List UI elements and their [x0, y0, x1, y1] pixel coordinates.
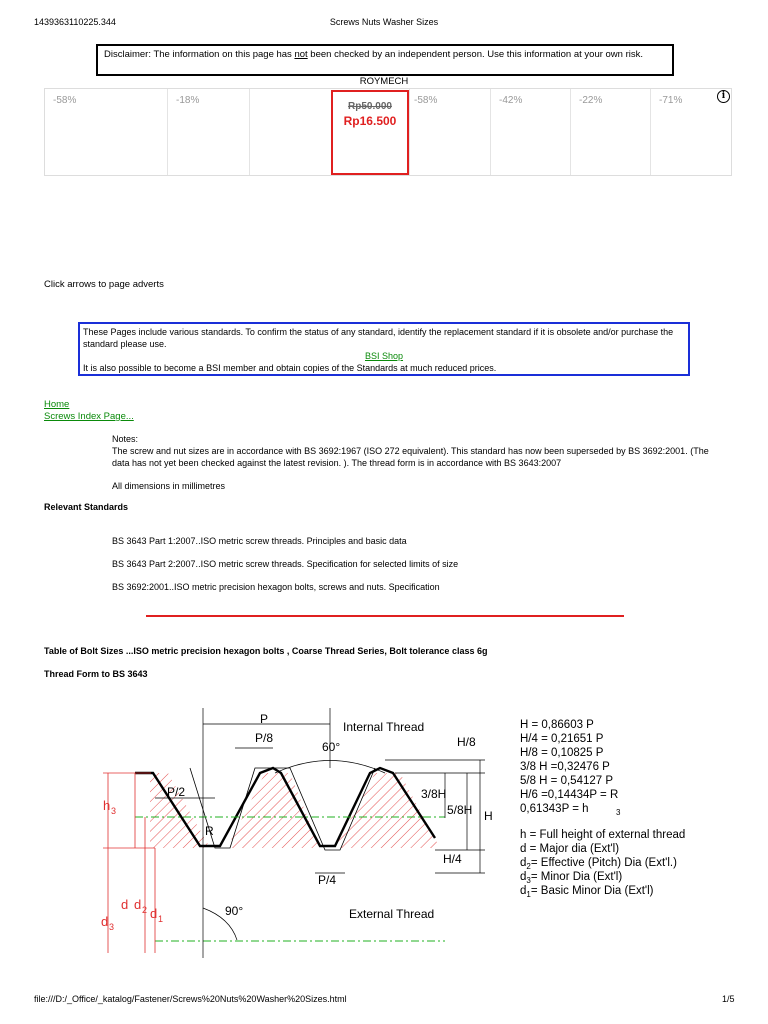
label-d3: d [101, 914, 109, 929]
legend-text: = Basic Minor Dia (Ext'l) [530, 885, 654, 897]
svg-text:d1= Basic Minor Dia (Ext'l) [520, 885, 654, 899]
ad-cell[interactable] [410, 89, 491, 175]
formula: H = 0,86603 P [520, 719, 594, 731]
svg-text:d = Major dia (Ext'l) [520, 843, 619, 855]
label-h3: h [103, 798, 111, 813]
label-external-thread: External Thread [349, 907, 435, 921]
label-3-8h: 3/8H [421, 787, 447, 801]
label-internal-thread: Internal Thread [343, 720, 425, 734]
formula-sub: 3 [616, 808, 621, 817]
label-p2: P/2 [167, 785, 186, 799]
ad-cell[interactable] [168, 89, 250, 175]
file-path: file:///D:/_Office/_katalog/Fastener/Screws%20Nuts%20Washer%20Sizes.html [34, 994, 347, 1004]
page-number: 1/5 [722, 994, 735, 1004]
disclaimer-box [96, 44, 674, 76]
screws-index-link[interactable]: Screws Index Page... [44, 411, 134, 422]
svg-text:d3= Minor Dia (Ext'l) [520, 871, 622, 885]
ad-discount: -22% [579, 95, 603, 106]
legend-sym: d [520, 871, 527, 883]
section-divider [146, 615, 624, 617]
document-id: 1439363110225.344 [34, 17, 116, 27]
label-big-h: H [484, 809, 493, 823]
ad-cell[interactable] [45, 89, 168, 175]
label-d1-sub: 1 [158, 914, 164, 924]
formula-list [520, 719, 621, 817]
standard-item: BS 3692:2001..ISO metric precision hexagon bolts, screws and nuts. Specification [112, 582, 440, 592]
label-angle-90: 90° [225, 904, 244, 918]
ad-discount: -18% [176, 95, 200, 106]
svg-text:d2= Effective (Pitch) Dia (Ext [520, 857, 677, 871]
label-d3-sub: 3 [109, 922, 115, 932]
svg-text:h = Full height of external th [520, 829, 685, 841]
legend-sym: d [520, 857, 527, 869]
label-h3-sub: 3 [111, 806, 117, 816]
bsi-line-2: It is also possible to become a BSI member and obtain copies of the Standards at much reduced prices. [83, 363, 497, 373]
info-icon[interactable]: i [717, 90, 730, 103]
legend-list [520, 829, 685, 899]
click-arrows-hint: Click arrows to page adverts [44, 279, 164, 290]
bsi-shop-link[interactable]: BSI Shop [364, 351, 404, 361]
bsi-line-1: These Pages include various standards. To confirm the status of any standard, identify the replacement standard if it is obsolete and/or purchase the standard please use. [83, 327, 674, 349]
label-p4: P/4 [318, 873, 337, 887]
ad-cell[interactable] [491, 89, 571, 175]
standard-item: BS 3643 Part 1:2007..ISO metric screw threads. Principles and basic data [112, 536, 407, 546]
label-r: R [205, 824, 214, 838]
label-d2: d [134, 897, 142, 912]
legend-text: = Minor Dia (Ext'l) [530, 871, 623, 883]
notes-units: All dimensions in millimetres [112, 481, 226, 491]
label-d2-sub: 2 [142, 905, 148, 915]
notes-text: The screw and nut sizes are in accordance with BS 3692:1967 (ISO 272 equivalent). This standard has now been superseded by BS 3692:2001. (The data has not yet been checked against the latest revision. ). The thread form is in accordance with BS 3643:2007 [112, 446, 709, 468]
label-p8: P/8 [255, 731, 274, 745]
home-link[interactable]: Home [44, 399, 70, 410]
ad-strip[interactable] [44, 88, 732, 176]
formula: H/4 = 0,21651 P [520, 733, 604, 745]
legend-sub: 1 [526, 890, 531, 899]
label-d1: d [150, 906, 158, 921]
label-h4: H/4 [443, 852, 462, 866]
ad-cell[interactable] [571, 89, 651, 175]
page-title: Screws Nuts Washer Sizes [329, 17, 439, 27]
relevant-standards-heading: Relevant Standards [44, 502, 129, 512]
legend-sym: h [520, 829, 527, 841]
formula: H/8 = 0,10825 P [520, 747, 604, 759]
thread-form-heading: Thread Form to BS 3643 [44, 669, 148, 679]
legend-sub: 3 [526, 876, 531, 885]
brand-title: ROYMECH [359, 76, 409, 87]
standard-item: BS 3643 Part 2:2007..ISO metric screw threads. Specification for selected limits of size [112, 559, 459, 569]
legend-text: = Major dia (Ext'l) [526, 843, 620, 855]
disclaimer-underlined: not [294, 49, 308, 60]
nav-links [44, 399, 134, 423]
legend-sub: 2 [526, 862, 531, 871]
label-5-8h: 5/8H [447, 803, 473, 817]
formula: 3/8 H =0,32476 P [520, 761, 610, 773]
ad-discount: -42% [499, 95, 523, 106]
table-heading: Table of Bolt Sizes ...ISO metric precision hexagon bolts , Coarse Thread Series, Bolt tolerance class 6g [44, 646, 488, 656]
legend-sym: d [520, 843, 527, 855]
ad-discount: -58% [414, 95, 438, 106]
label-angle-60: 60° [322, 740, 341, 754]
notes-section [112, 433, 724, 492]
notes-title: Notes: [112, 434, 139, 444]
ad-discount: -71% [659, 95, 683, 106]
label-h8: H/8 [457, 735, 476, 749]
ad-selected-product[interactable] [331, 90, 409, 175]
ad-old-price: Rp50.000 [348, 101, 392, 112]
formula: H/6 =0,14434P = R [520, 789, 619, 801]
ad-discount: -58% [53, 95, 77, 106]
bsi-notice-box [78, 322, 690, 376]
legend-text: = Effective (Pitch) Dia (Ext'l.) [530, 857, 677, 869]
label-p: P [260, 712, 269, 726]
label-d: d [121, 897, 129, 912]
disclaimer-text-end: been checked by an independent person. Use this information at your own risk. [307, 49, 644, 60]
thread-form-diagram [95, 708, 685, 958]
legend-text: = Full height of external thread [526, 829, 685, 841]
disclaimer-text-start: Disclaimer: The information on this page has [104, 49, 295, 60]
ad-new-price: Rp16.500 [343, 114, 397, 128]
formula: 5/8 H = 0,54127 P [520, 775, 614, 787]
formula: 0,61343P = h [520, 803, 589, 815]
legend-sym: d [520, 885, 527, 897]
